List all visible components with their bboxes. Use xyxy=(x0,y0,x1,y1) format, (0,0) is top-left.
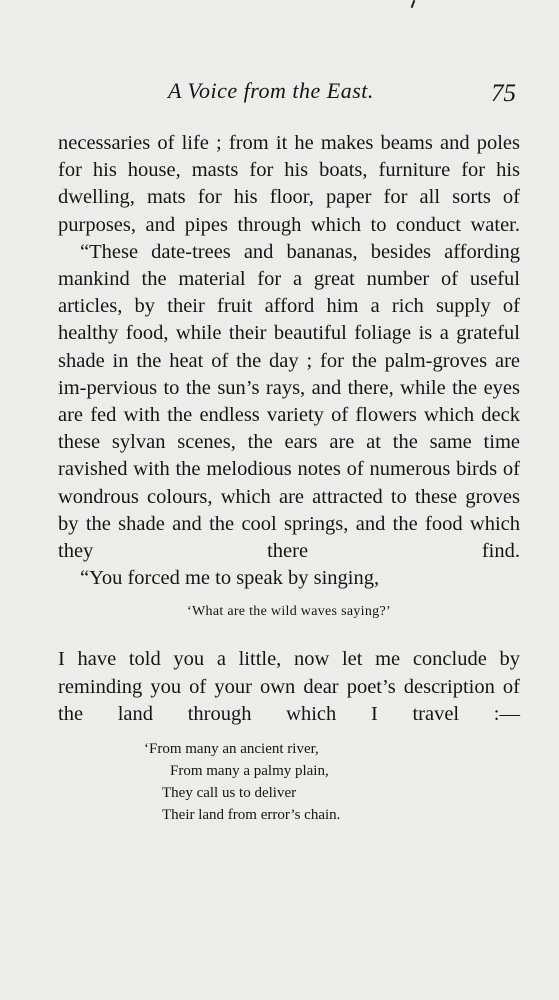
paragraph-date-trees: “These date-trees and bananas, besides affording mankind the material for a great number of useful articles, by their fruit afford him a rich supply of healthy food, while their beautiful foliage is a grateful shade in the heat of the day ; for the palm-groves are im-pervious to the sun’s rays, and there, while the eyes are fed with the endless variety of flowers which deck these sylvan scenes, the ears are at the same time ravished with the melodious notes of numerous birds of wondrous colours, which are attracted to these groves by the shade and the cool springs, and the food which they there find. xyxy=(58,240,520,563)
paragraph-closing: I have told you a little, now let me conclude by reminding you of your own dear poet’s description of the land through which I travel :— xyxy=(58,648,520,725)
paragraph-singing: “You forced me to speak by singing, xyxy=(80,567,380,590)
paragraph-continuation: necessaries of life ; from it he makes beams and poles for his house, masts for his boats, furniture for his dwelling, mats for his floor, paper for all sorts of purposes, and pipes through which to conduct water. xyxy=(58,132,520,236)
song-quote: ‘What are the wild waves saying?’ xyxy=(187,604,391,620)
verse-block xyxy=(144,738,520,826)
page-header xyxy=(0,78,559,112)
verse-line: ‘From many an ancient river, xyxy=(144,741,319,758)
running-title: A Voice from the East. xyxy=(168,78,374,103)
verse-line: They call us to deliver xyxy=(162,785,297,802)
page-number: 75 xyxy=(491,80,516,107)
verse-line: Their land from error’s chain. xyxy=(162,807,341,824)
page-edge-mark xyxy=(411,0,416,8)
verse-line: From many a palmy plain, xyxy=(170,763,329,780)
body-text xyxy=(58,130,520,826)
